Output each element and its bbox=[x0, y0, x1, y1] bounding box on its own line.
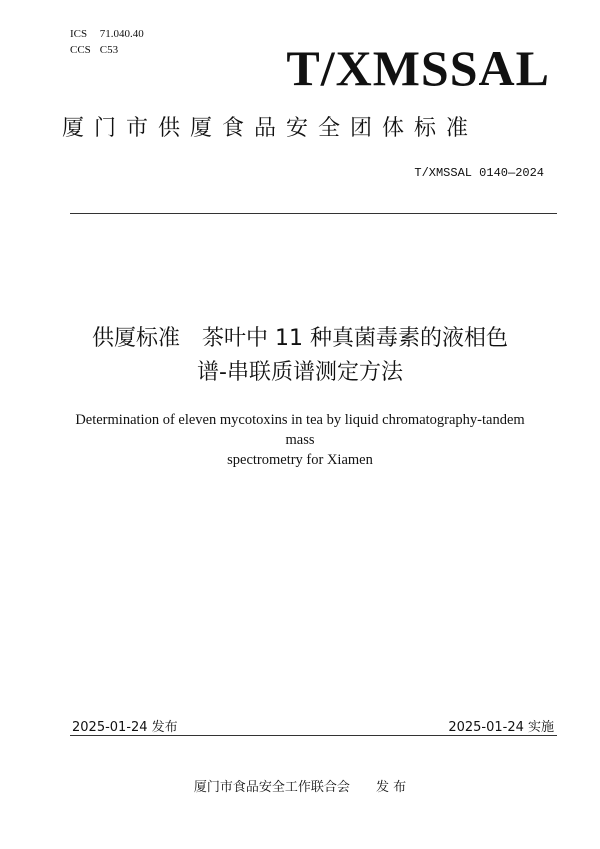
ccs-value: C53 bbox=[99, 44, 119, 56]
issue-date: 2025-01-24 发布 bbox=[72, 720, 178, 735]
chinese-title bbox=[40, 322, 560, 390]
chinese-title-line-2: 谱-串联质谱测定方法 bbox=[197, 360, 403, 385]
chinese-title-line-1: 供厦标准 茶叶中 11 种真菌毒素的液相色 bbox=[92, 326, 508, 351]
publisher-line bbox=[70, 776, 530, 795]
ccs-line bbox=[70, 44, 118, 57]
ccs-label: CCS bbox=[70, 44, 91, 56]
standard-category: 厦门市供厦食品安全团体标准 bbox=[62, 116, 479, 141]
org-code: T/XMSSAL bbox=[286, 40, 550, 96]
publisher-name: 厦门市食品安全工作联合会 bbox=[193, 780, 350, 795]
ics-value: 71.040.40 bbox=[99, 28, 144, 40]
publisher-action: 发 布 bbox=[375, 780, 407, 795]
bottom-divider bbox=[70, 735, 557, 736]
top-divider bbox=[70, 213, 557, 214]
english-title bbox=[60, 410, 540, 470]
ics-line bbox=[70, 28, 144, 41]
implementation-date: 2025-01-24 实施 bbox=[448, 720, 554, 735]
standard-number: T/XMSSAL 0140—2024 bbox=[414, 166, 544, 180]
english-title-line-1: Determination of eleven mycotoxins in tea by liquid chromatography-tandem mass bbox=[75, 412, 525, 448]
ics-label: ICS bbox=[70, 28, 88, 40]
english-title-line-2: spectrometry for Xiamen bbox=[227, 452, 373, 468]
